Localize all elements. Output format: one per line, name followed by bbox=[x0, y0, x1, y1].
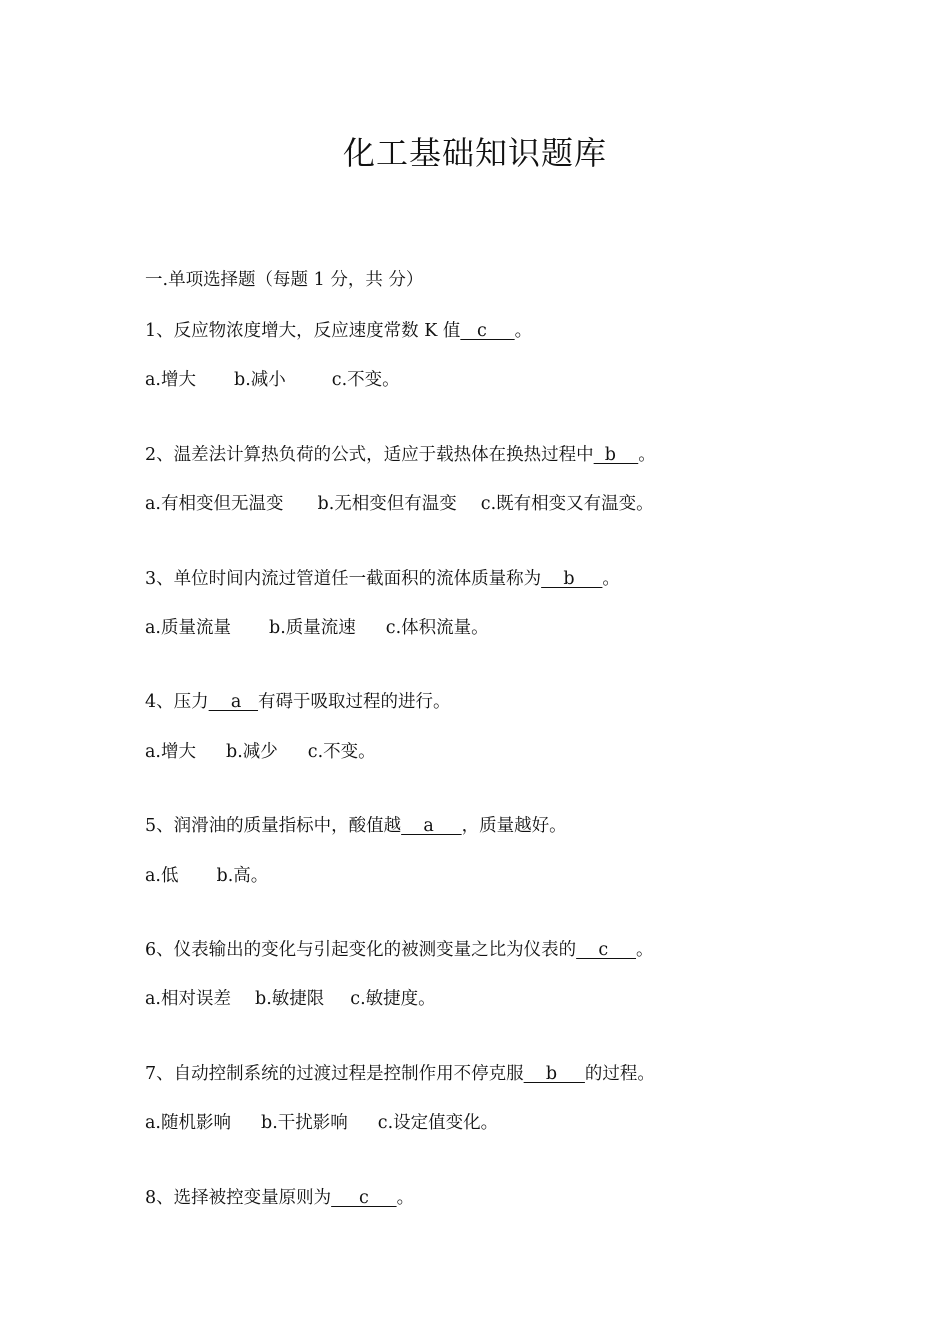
question-text: 6、仪表输出的变化与引起变化的被测变量之比为仪表的 bbox=[145, 940, 577, 960]
question-tail: 有碍于吸取过程的进行。 bbox=[258, 692, 451, 712]
option-a: a.随机影响 bbox=[145, 1113, 231, 1133]
option-c: c.设定值变化。 bbox=[377, 1113, 499, 1133]
options-7 bbox=[145, 1111, 498, 1135]
option-c: c.既有相变又有温变。 bbox=[480, 494, 654, 514]
answer-blank: b bbox=[523, 1064, 585, 1084]
question-text: 1、反应物浓度增大，反应速度常数 K 值 bbox=[145, 321, 461, 341]
question-tail: 的过程。 bbox=[584, 1064, 655, 1084]
question-text: 3、单位时间内流过管道任一截面积的流体质量称为 bbox=[145, 569, 542, 589]
options-4 bbox=[145, 740, 376, 764]
answer-blank: c bbox=[460, 321, 515, 341]
answer-blank: c bbox=[331, 1188, 397, 1208]
options-5 bbox=[145, 864, 268, 888]
option-a: a.增大 bbox=[145, 370, 196, 390]
question-5 bbox=[145, 814, 567, 838]
question-text: 2、温差法计算热负荷的公式，适应于载热体在换热过程中 bbox=[145, 445, 594, 465]
option-c: c.体积流量。 bbox=[385, 618, 489, 638]
options-3 bbox=[145, 616, 489, 640]
question-1 bbox=[145, 319, 532, 343]
question-7 bbox=[145, 1062, 655, 1086]
option-b: b.高。 bbox=[216, 866, 269, 886]
option-a: a.增大 bbox=[145, 742, 196, 762]
question-tail: 。 bbox=[396, 1188, 415, 1208]
question-4 bbox=[145, 690, 451, 714]
option-c: c.敏捷度。 bbox=[350, 989, 436, 1009]
options-1 bbox=[145, 368, 400, 392]
question-8 bbox=[145, 1186, 414, 1210]
answer-blank: a bbox=[208, 692, 259, 712]
question-tail: 。 bbox=[638, 445, 656, 465]
option-a: a.相对误差 bbox=[145, 989, 231, 1009]
option-a: a.质量流量 bbox=[145, 618, 231, 638]
option-a: a.低 bbox=[145, 866, 179, 886]
option-b: b.减小 bbox=[234, 370, 286, 390]
answer-blank: a bbox=[401, 816, 462, 836]
option-b: b.无相变但有温变 bbox=[317, 494, 457, 514]
question-2 bbox=[145, 443, 656, 467]
answer-blank: b bbox=[593, 445, 639, 465]
question-tail: ，质量越好。 bbox=[461, 816, 567, 836]
options-6 bbox=[145, 987, 436, 1011]
question-tail: 。 bbox=[602, 569, 620, 589]
question-tail: 。 bbox=[514, 321, 533, 341]
answer-blank: c bbox=[576, 940, 637, 960]
option-b: b.质量流速 bbox=[269, 618, 356, 638]
question-text: 7、自动控制系统的过渡过程是控制作用不停克服 bbox=[145, 1064, 524, 1084]
option-b: b.敏捷限 bbox=[255, 989, 325, 1009]
option-b: b.减少 bbox=[226, 742, 278, 762]
option-c: c.不变。 bbox=[331, 370, 400, 390]
option-b: b.干扰影响 bbox=[261, 1113, 348, 1133]
question-text: 5、润滑油的质量指标中，酸值越 bbox=[145, 816, 402, 836]
option-a: a.有相变但无温变 bbox=[145, 494, 284, 514]
options-2 bbox=[145, 492, 654, 516]
question-3 bbox=[145, 567, 620, 591]
question-text: 8、选择被控变量原则为 bbox=[145, 1188, 332, 1208]
answer-blank: b bbox=[541, 569, 603, 589]
question-text: 4、压力 bbox=[145, 692, 209, 712]
question-6 bbox=[145, 938, 654, 962]
question-tail: 。 bbox=[636, 940, 654, 960]
option-c: c.不变。 bbox=[307, 742, 376, 762]
section-heading: 一.单项选择题（每题 1 分，共 分） bbox=[145, 270, 424, 290]
document-title: 化工基础知识题库 bbox=[342, 134, 607, 172]
